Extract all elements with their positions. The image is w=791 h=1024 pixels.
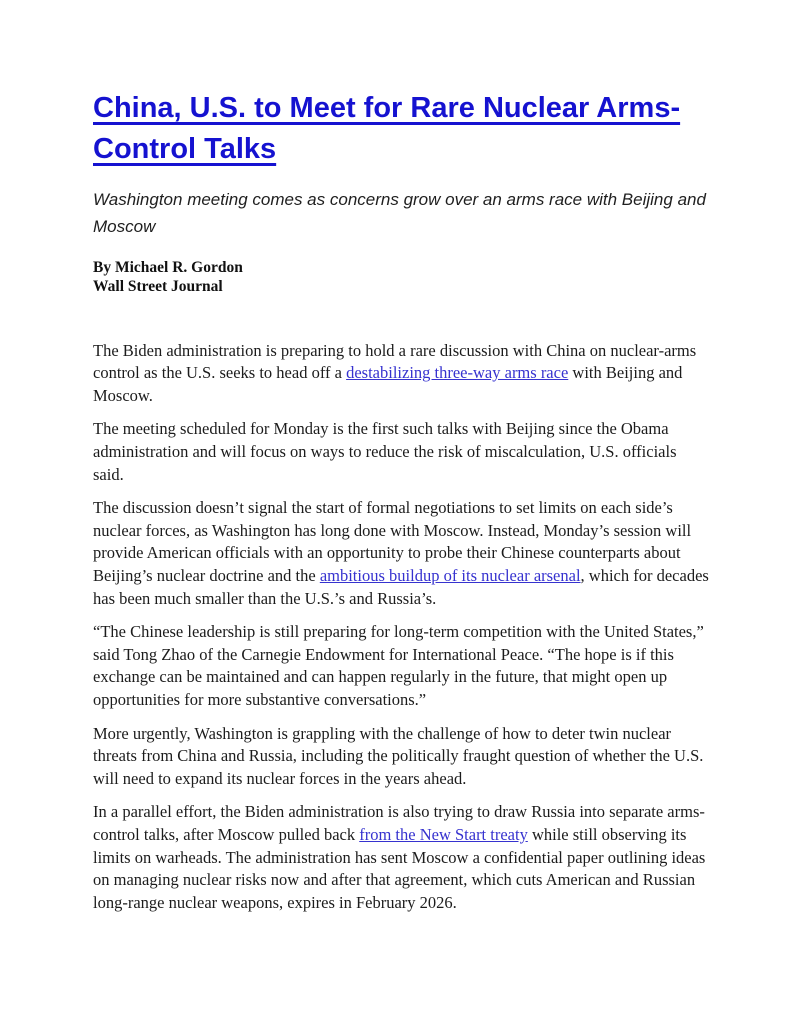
paragraph-text: The meeting scheduled for Monday is the first such talks with Beijing since the Obama administration and will focus on ways to reduce the risk of miscalculation, U.S. officials said. — [93, 419, 677, 484]
paragraph-text: The discussion doesn’t signal the start of formal negotiations to set limits on each side’s nuclear forces, as Washington has long done with Moscow. Instead, Monday’s session will provide American officials with an opportunity to probe their Chinese counterparts about Beijing’s nuclear doctrine and the — [93, 498, 692, 585]
inline-link[interactable]: ambitious buildup of its nuclear arsenal — [319, 565, 581, 585]
article-byline: By Michael R. Gordon — [93, 258, 243, 276]
byline-block — [93, 258, 709, 297]
paragraph-text: , which for decades has been much smaller than the U.S.’s and Russia’s. — [93, 565, 709, 608]
inline-link[interactable]: destabilizing three-way arms race — [346, 363, 569, 383]
article-body — [93, 340, 709, 915]
article-headline — [93, 88, 709, 169]
article-paragraph — [93, 497, 709, 610]
article-paragraph — [93, 340, 709, 408]
article-paragraph — [93, 801, 709, 914]
inline-link[interactable]: from the New Start treaty — [359, 824, 528, 844]
article-content — [93, 88, 709, 925]
paragraph-text: In a parallel effort, the Biden administration is also trying to draw Russia into separate arms-control talks, after Moscow pulled back — [93, 802, 705, 844]
paragraph-text: More urgently, Washington is grappling with the challenge of how to deter twin nuclear threats from China and Russia, including the politically fraught question of whether the U.S. will need to expand its nuclear forces in the years ahead. — [93, 723, 704, 788]
article-paragraph — [93, 723, 709, 791]
paragraph-text: The Biden administration is preparing to hold a rare discussion with China on nuclear-arms control as the U.S. seeks to head off a — [93, 340, 697, 383]
paragraph-text: with Beijing and Moscow. — [93, 363, 683, 405]
paragraph-text: “The Chinese leadership is still preparing for long-term competition with the United States,” said Tong Zhao of the Carnegie Endowment for International Peace. “The hope is if this exchange can be maintained and can happen regularly in the future, that might open up opportunities for more substantive conversations.” — [93, 622, 704, 709]
article-paragraph — [93, 418, 709, 486]
article-publication: Wall Street Journal — [93, 278, 223, 296]
headline-link[interactable]: China, U.S. to Meet for Rare Nuclear Arms-Control Talks — [93, 92, 681, 165]
paragraph-text: while still observing its limits on warheads. The administration has sent Moscow a confidential paper outlining ideas on managing nuclear risks now and after that agreement, which cuts American and Russian long-range nuclear weapons, expires in February 2026. — [93, 824, 706, 912]
article-paragraph — [93, 621, 709, 711]
article-subtitle: Washington meeting comes as concerns grow over an arms race with Beijing and Moscow — [93, 190, 706, 236]
